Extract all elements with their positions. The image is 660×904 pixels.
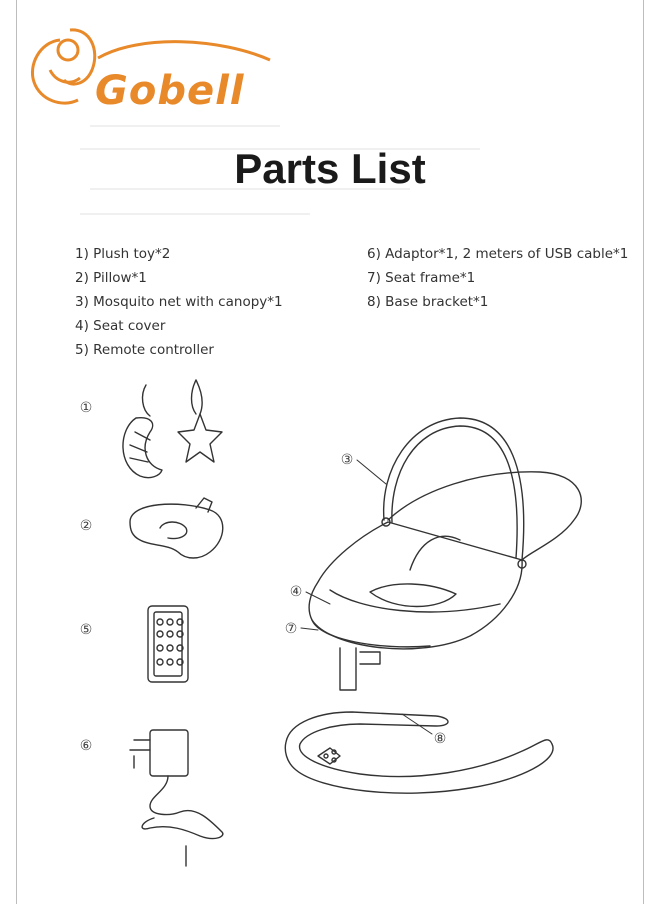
callout-3: ③ <box>340 452 354 468</box>
list-item: 4) Seat cover <box>75 318 166 334</box>
list-item: 5) Remote controller <box>75 342 214 358</box>
list-item: 2) Pillow*1 <box>75 270 147 286</box>
list-item: 8) Base bracket*1 <box>367 294 489 310</box>
callout-6: ⑥ <box>79 738 93 754</box>
callout-2: ② <box>79 518 93 534</box>
leader-8 <box>402 714 432 734</box>
callout-8: ⑧ <box>433 731 447 747</box>
base-bracket-icon <box>285 712 553 793</box>
page-title: Parts List <box>234 145 426 192</box>
adaptor-cable-icon <box>130 730 223 866</box>
brand-logo-text: Gobell <box>95 68 245 114</box>
callout-1: ① <box>79 400 93 416</box>
callout-4: ④ <box>289 584 303 600</box>
callout-5: ⑤ <box>79 622 93 638</box>
pillow-icon <box>130 498 223 558</box>
list-item: 6) Adaptor*1, 2 meters of USB cable*1 <box>367 246 629 262</box>
plush-moon-icon <box>123 385 162 478</box>
seat-frame-icon <box>309 518 526 690</box>
callout-7: ⑦ <box>284 621 298 637</box>
list-item: 7) Seat frame*1 <box>367 270 476 286</box>
plush-star-icon <box>178 380 222 462</box>
list-item: 1) Plush toy*2 <box>75 246 171 262</box>
leader-7 <box>301 628 318 630</box>
canopy-icon <box>384 418 582 560</box>
leader-3 <box>357 460 386 484</box>
list-item: 3) Mosquito net with canopy*1 <box>75 294 283 310</box>
remote-controller-icon <box>148 606 188 682</box>
